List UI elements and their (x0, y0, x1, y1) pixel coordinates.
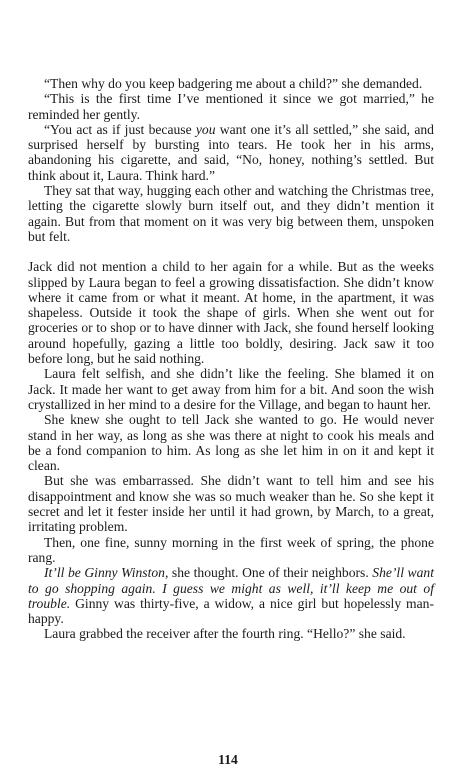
paragraph (28, 183, 434, 244)
text-run: “This is the first time I’ve mentioned it since we got married,” he reminded her gently. (28, 91, 434, 122)
paragraph (28, 259, 434, 366)
text-run: Then, one fine, sunny morning in the first week of spring, the phone rang. (28, 534, 434, 565)
text-run: “You act as if just because (44, 121, 196, 137)
text-run: Laura felt selfish, and she didn’t like the feeling. She blamed it on Jack. It made her want to get away from him for a bit. And soon the wish crystallized in her mind to a desire for the Village, and began to haunt her. (28, 366, 434, 412)
paragraph (28, 412, 434, 473)
paragraph (28, 76, 434, 91)
text-run: want one it’s all settled,” she said, and surprised herself by bursting into tears. He took her in his arms, abandoning his cigarette, and said, “No, honey, nothing’s settled. But think about it, Laura. Think hard.” (28, 121, 434, 183)
emphasis-text: you (195, 121, 216, 137)
emphasis-text: She’ll want to go shopping again. I guess we might as well, it’ll keep me out of trouble. (28, 565, 434, 611)
text-run: Ginny was thirty-five, a widow, a nice girl but hopelessly man-happy. (28, 595, 434, 627)
paragraph (28, 366, 434, 412)
paragraph (28, 535, 434, 566)
paragraph (28, 473, 434, 534)
page-number: 114 (218, 752, 238, 767)
text-run: “Then why do you keep badgering me about a child?” she demanded. (44, 76, 423, 91)
text-run: Jack did not mention a child to her again for a while. But as the weeks slipped by Laura began to feel a growing dissatisfaction. She didn’t know where it came from or what it meant. At home, in the apartment, it was shapeless. Outside it took the shape of girls. When she went out for groceries or to shop or to have dinner with Jack, she found herself looking around hopefully, gazing a little too boldly, desiring. Jack saw it too before long, but he said nothing. (28, 259, 434, 367)
text-run: But she was embarrassed. She didn’t want to tell him and see his disappointment and know she was so much weaker than he. So she kept it secret and let it fester inside her until it had grown, by March, to a great, irritating problem. (28, 473, 434, 535)
paragraph (28, 565, 434, 626)
emphasis-text: It’ll be Ginny Winston, (44, 565, 169, 581)
paragraph (28, 122, 434, 183)
paragraph (28, 626, 434, 641)
text-run: She knew she ought to tell Jack she wanted to go. He would never stand in her way, as long as she was there at night to cook his meals and be a fond companion to him. As long as she let him in on it and kept it clean. (28, 412, 434, 474)
text-run: They sat that way, hugging each other and watching the Christmas tree, letting the cigarette slowly burn itself out, and they didn’t mention it again. But from that moment on it was very big between them, unspoken but felt. (28, 183, 434, 244)
text-run: she thought. One of their neighbors. (168, 565, 373, 581)
page-body (28, 76, 434, 642)
text-run: Laura grabbed the receiver after the fourth ring. “Hello?” she said. (44, 626, 406, 642)
paragraph (28, 91, 434, 122)
